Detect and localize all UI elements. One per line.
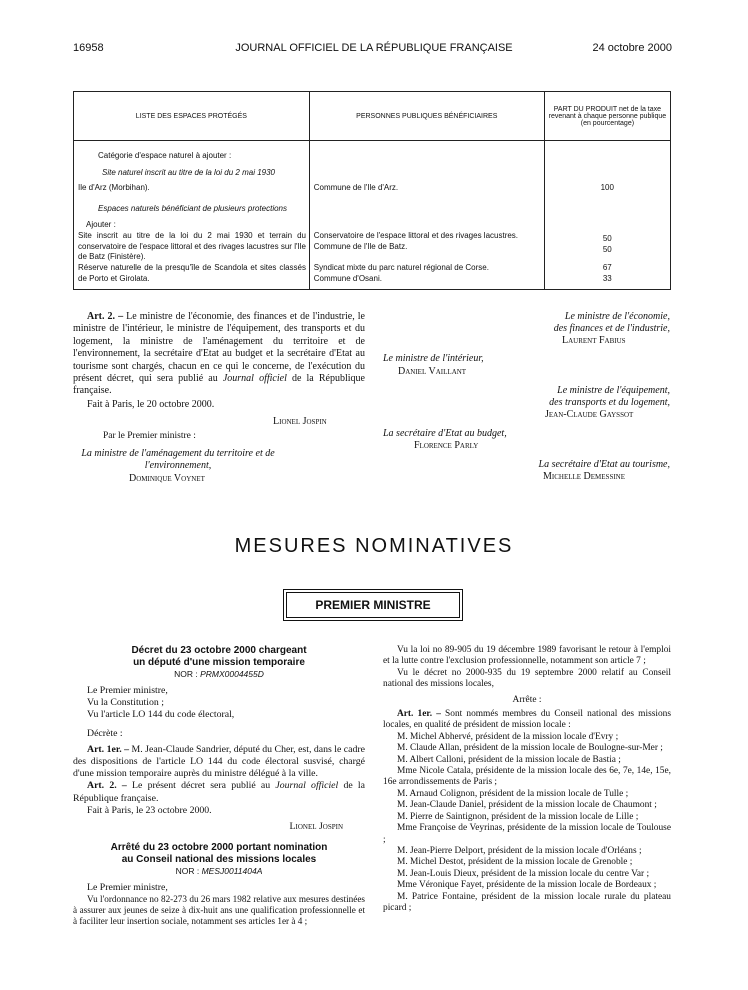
- list-item: Mme Véronique Fayet, présidente de la mission locale de Bordeaux ;: [397, 880, 657, 891]
- arrete-nor: MESJ0011404A: [201, 866, 263, 877]
- sig-amenagement-name: Dominique Voynet: [129, 473, 205, 484]
- right-art1: Sont nommés membres du Conseil national des missions locales, en qualité de président de mission locale :: [383, 709, 671, 731]
- right-arrete: Arrête :: [512, 694, 542, 705]
- scandola-beneficiary-1: Syndicat mixte du parc naturel régional de Corse.: [313, 263, 489, 272]
- article-2-end: de la République française.: [73, 373, 365, 397]
- category-label: Catégorie d'espace naturel à ajouter :: [98, 151, 232, 160]
- fait-a-paris: Fait à Paris, le 20 octobre 2000.: [87, 399, 215, 410]
- col-header-spaces: LISTE DES ESPACES PROTÉGÉS: [74, 92, 310, 141]
- batz-share-2: 50: [602, 245, 612, 254]
- sig-eco-name: Laurent Fabius: [562, 335, 626, 346]
- sig-tour-title: La secrétaire d'Etat au tourisme,: [538, 459, 670, 470]
- right-art1-label: Art. 1er. –: [397, 709, 441, 720]
- section-title: MESURES NOMINATIVES: [234, 535, 514, 557]
- protected-spaces-table: [73, 91, 671, 290]
- decree-art2-jo: Journal officiel: [275, 780, 339, 792]
- list-item: M. Michel Abhervé, président de la mission locale d'Evry ;: [397, 731, 619, 742]
- decree-signer: Lionel Jospin: [289, 821, 343, 833]
- batz-beneficiary-2: Commune de l'Ile de Batz.: [313, 242, 408, 251]
- scandola-label: Réserve naturelle de la presqu'île de Scandola et sites classés de Porto et Girolata.: [78, 263, 306, 283]
- ajouter-label: Ajouter :: [86, 220, 116, 229]
- sig-int-title: Le ministre de l'intérieur,: [383, 353, 484, 364]
- list-item: M. Patrice Fontaine, président de la mission locale rurale du plateau picard ;: [383, 891, 671, 913]
- right-p2: Vu le décret no 2000-935 du 19 septembre 2000 relatif au Conseil national des missions locales,: [383, 667, 671, 690]
- decree-art2-end: de la République française.: [73, 780, 366, 804]
- arrete-title-1: Arrêté du 23 octobre 2000 portant nomination: [110, 842, 328, 854]
- subheading-site: Site naturel inscrit au titre de la loi du 2 mai 1930: [102, 168, 275, 177]
- sig-eco-title-1: Le ministre de l'économie,: [564, 311, 670, 322]
- arz-label: Ile d'Arz (Morbihan).: [78, 183, 150, 192]
- article-2-jo: Journal officiel: [222, 373, 287, 385]
- sig-eco-title-2: des finances et de l'industrie,: [553, 323, 670, 334]
- sig-budget-title: La secrétaire d'Etat au budget,: [383, 428, 507, 439]
- arz-beneficiary: Commune de l'Ile d'Arz.: [313, 183, 399, 192]
- decree-decrete: Décrète :: [87, 727, 123, 739]
- sig-tour-name: Michelle Demessine: [543, 471, 625, 482]
- list-item: M. Jean-Louis Dieux, président de la mission locale du centre Var ;: [397, 868, 650, 879]
- list-item: Mme Françoise de Veyrinas, présidente de la mission locale de Toulouse ;: [383, 823, 671, 845]
- decree-art1-label: Art. 1er. –: [87, 743, 130, 755]
- decree-nor-label: NOR :: [174, 669, 201, 679]
- decree-l3: Vu l'article LO 144 du code électoral,: [87, 709, 235, 721]
- sig-amenagement-title: La ministre de l'aménagement du territoire et de l'environnement,: [81, 448, 275, 472]
- sig-equip-title-1: Le ministre de l'équipement,: [557, 385, 670, 396]
- list-item: M. Claude Allan, président de la mission locale de Boulogne-sur-Mer ;: [397, 743, 663, 754]
- sig-int-name: Daniel Vaillant: [398, 366, 467, 377]
- arrete-m1: Le Premier ministre,: [87, 882, 168, 894]
- table-header-row: [74, 92, 671, 141]
- col-header-beneficiaries: PERSONNES PUBLIQUES BÉNÉFICIAIRES: [309, 92, 544, 141]
- batz-label: Site inscrit au titre de la loi du 2 mai 1930 et terrain du conservatoire de l'espace littoral et des rivages lacustres sur l'Ile de Batz (Finistère).: [78, 231, 306, 261]
- list-item: M. Jean-Claude Daniel, président de la mission locale de Chaumont ;: [397, 800, 657, 811]
- scandola-beneficiary-2: Commune d'Osani.: [313, 274, 382, 283]
- par-premier-ministre: Par le Premier ministre :: [103, 431, 196, 441]
- right-p1: Vu la loi no 89-905 du 19 décembre 1989 favorisant le retour à l'emploi et la lutte contre l'exclusion professionnelle, notamment son article 7 ;: [383, 645, 671, 667]
- table-cell-spaces: [74, 141, 310, 290]
- arz-share: 100: [600, 183, 614, 192]
- decree-l2: Vu la Constitution ;: [87, 697, 164, 709]
- decree-nor: PRMX0004455D: [200, 669, 264, 679]
- decree-l1: Le Premier ministre,: [87, 685, 168, 696]
- subheading-multi: Espaces naturels bénéficiant de plusieurs protections: [98, 204, 287, 213]
- article-2: [73, 311, 365, 398]
- col-header-share: PART DU PRODUIT net de la taxe revenant à chaque personne publique (en pourcentage): [544, 92, 670, 141]
- table-cell-share: [544, 141, 670, 290]
- batz-share-1: 50: [602, 234, 612, 243]
- scandola-share-2: 33: [602, 274, 612, 283]
- right-column: [383, 645, 671, 914]
- signer-jospin: Lionel Jospin: [273, 416, 327, 427]
- issue-date: 24 octobre 2000: [592, 42, 672, 54]
- article-2-text: Le ministre de l'économie, des finances et de l'industrie, le ministre de l'intérieur, le ministre de l'équipement, des transports et du logement, la ministre de l'aménagement du territoire et de l'environnement, la secrétaire d'Etat au budget et la secrétaire d'Etat au tourisme sont chargés, chacun en ce qui le concerne, de l'exécution du présent décret, qui sera publié au: [73, 311, 365, 385]
- page-number: 16958: [73, 42, 104, 54]
- decree-title-2: un député d'une mission temporaire: [133, 656, 305, 668]
- premier-ministre-box: PREMIER MINISTRE: [286, 592, 460, 618]
- decree-art2: Le présent décret sera publié au: [126, 780, 276, 792]
- list-item: Mme Nicole Catala, présidente de la mission locale des 6e, 7e, 14e, 15e, 16e arrondissements de Paris ;: [383, 766, 671, 788]
- decree-title-1: Décret du 23 octobre 2000 chargeant: [131, 645, 307, 656]
- decree-fait: Fait à Paris, le 23 octobre 2000.: [87, 804, 212, 816]
- sig-equip-title-2: des transports et du logement,: [549, 397, 670, 408]
- arrete-title-2: au Conseil national des missions locales: [121, 853, 317, 865]
- members-list: [383, 732, 671, 915]
- scandola-share-1: 67: [602, 263, 612, 272]
- journal-title: JOURNAL OFFICIEL DE LA RÉPUBLIQUE FRANÇAISE: [235, 42, 513, 54]
- list-item: M. Arnaud Colignon, président de la mission locale de Tulle ;: [397, 788, 629, 799]
- arrete-m2: Vu l'ordonnance no 82-273 du 26 mars 1982 relative aux mesures destinées à assurer aux jeunes de seize à dix-huit ans une qualification professionnelle et à faciliter leur insertion sociale, notamment ses articles 1er à 4 ;: [73, 894, 365, 927]
- batz-beneficiary-1: Conservatoire de l'espace littoral et des rivages lacustres.: [313, 231, 519, 240]
- left-column: [73, 645, 365, 927]
- decree-art1: M. Jean-Claude Sandrier, député du Cher, est, dans le cadre des dispositions de l'article LO 144 du code électoral susvisé, chargé d'une mission temporaire auprès du ministre délégué à la ville.: [73, 743, 366, 780]
- list-item: M. Jean-Pierre Delport, président de la mission locale d'Orléans ;: [397, 845, 642, 856]
- table-row: [74, 141, 671, 290]
- list-item: M. Albert Calloni, président de la mission locale de Bastia ;: [397, 754, 621, 765]
- decree-art2-label: Art. 2. –: [87, 780, 127, 792]
- article-2-label: Art. 2. –: [87, 311, 124, 322]
- sig-budget-name: Florence Parly: [414, 440, 479, 451]
- table-cell-beneficiaries: [309, 141, 544, 290]
- sig-equip-name: Jean-Claude Gayssot: [545, 409, 634, 420]
- arrete-nor-label: NOR :: [175, 866, 202, 877]
- list-item: M. Pierre de Saintignon, président de la mission locale de Lille ;: [397, 811, 639, 822]
- list-item: M. Michel Destot, président de la mission locale de Grenoble ;: [397, 857, 633, 868]
